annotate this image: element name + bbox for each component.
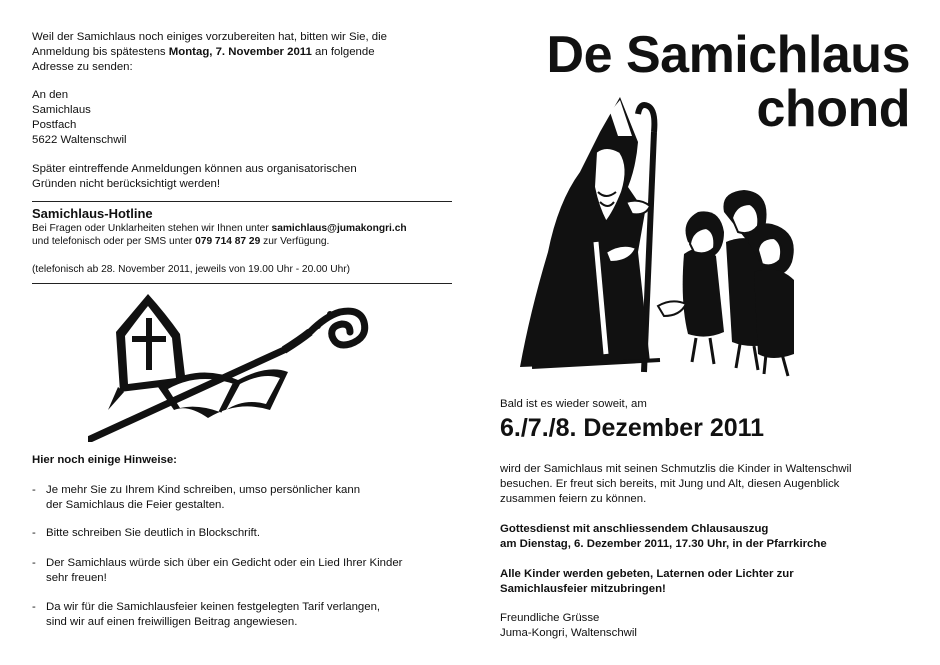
address-block	[32, 88, 127, 148]
hotline-line-2-suffix: zur Verfügung.	[260, 236, 330, 247]
intro-line-2-suffix: an folgende	[311, 46, 375, 58]
hotline-line-1	[32, 222, 462, 235]
late-line-2: Gründen nicht berücksichtigt werden!	[32, 178, 221, 190]
intro-line-2	[32, 45, 462, 60]
intro-line-1: Weil der Samichlaus noch einiges vorzubereiten hat, bitten wir Sie, die	[32, 31, 387, 43]
address-line: 5622 Waltenschwil	[32, 134, 127, 146]
list-item	[32, 556, 452, 586]
divider-top	[32, 201, 452, 202]
divider-bottom	[32, 283, 452, 284]
hotline-text	[32, 222, 462, 248]
service-line-2: am Dienstag, 6. Dezember 2011, 17.30 Uhr, in der Pfarrkirche	[500, 538, 827, 550]
greeting: Freundliche Grüsse	[500, 612, 600, 624]
samichlaus-children-icon	[510, 92, 810, 382]
list-item	[32, 526, 452, 541]
list-dash: -	[32, 601, 36, 613]
hints-title: Hier noch einige Hinweise:	[32, 454, 177, 466]
hint-line: sind wir auf einen freiwilligen Beitrag angewiesen.	[46, 616, 298, 628]
hint-line: sehr freuen!	[46, 572, 107, 584]
hint-line: der Samichlaus die Feier gestalten.	[46, 499, 225, 511]
deadline-date: Montag, 7. November 2011	[168, 46, 312, 58]
soon-text: Bald ist es wieder soweit, am	[500, 398, 647, 410]
kids-paragraph	[500, 567, 920, 597]
hotline-line-2	[32, 235, 462, 248]
service-line-1: Gottesdienst mit anschliessendem Chlausauszug	[500, 523, 769, 535]
closing	[500, 611, 637, 641]
list-dash: -	[32, 527, 36, 539]
event-dates: 6./7./8. Dezember 2011	[500, 414, 765, 442]
intro-paragraph	[32, 30, 462, 75]
visit-line-3: zusammen feiern zu können.	[500, 493, 647, 505]
hotline-email[interactable]: samichlaus@jumakongri.ch	[271, 223, 407, 234]
visit-paragraph	[500, 462, 920, 507]
list-dash: -	[32, 484, 36, 496]
hotline-title: Samichlaus-Hotline	[32, 206, 153, 221]
sender: Juma-Kongri, Waltenschwil	[500, 627, 637, 639]
address-line: Samichlaus	[32, 104, 91, 116]
kids-line-1: Alle Kinder werden gebeten, Laternen oder Lichter zur	[500, 568, 794, 580]
hotline-line-1-prefix: Bei Fragen oder Unklarheiten stehen wir Ihnen unter	[32, 223, 272, 234]
visit-line-2: besuchen. Er freut sich bereits, mit Jung und Alt, diesen Augenblick	[500, 478, 840, 490]
intro-line-2-prefix: Anmeldung bis spätestens	[32, 46, 169, 58]
hint-line: Je mehr Sie zu Ihrem Kind schreiben, umso persönlicher kann	[46, 484, 361, 496]
hint-line: Bitte schreiben Sie deutlich in Blockschrift.	[46, 527, 260, 539]
hint-line: Der Samichlaus würde sich über ein Gedicht oder ein Lied Ihrer Kinder	[46, 557, 403, 569]
address-line: Postfach	[32, 119, 77, 131]
address-line: An den	[32, 89, 69, 101]
hotline-line-2-prefix: und telefonisch oder per SMS unter	[32, 236, 196, 247]
hotline-phone[interactable]: 079 714 87 29	[195, 236, 261, 247]
service-paragraph	[500, 522, 920, 552]
visit-line-1: wird der Samichlaus mit seinen Schmutzlis die Kinder in Waltenschwil	[500, 463, 852, 475]
intro-line-3: Adresse zu senden:	[32, 61, 133, 73]
list-item	[32, 483, 452, 513]
mitre-book-staff-icon	[88, 292, 378, 442]
hint-line: Da wir für die Samichlausfeier keinen festgelegten Tarif verlangen,	[46, 601, 381, 613]
title-line-2: chond	[756, 80, 910, 138]
title-line-1: De Samichlaus	[546, 26, 910, 84]
late-notice	[32, 162, 462, 192]
hotline-hours: (telefonisch ab 28. November 2011, jeweils von 19.00 Uhr - 20.00 Uhr)	[32, 264, 351, 275]
kids-line-2: Samichlausfeier mitzubringen!	[500, 583, 666, 595]
list-item	[32, 600, 452, 630]
late-line-1: Später eintreffende Anmeldungen können aus organisatorischen	[32, 163, 357, 175]
list-dash: -	[32, 557, 36, 569]
